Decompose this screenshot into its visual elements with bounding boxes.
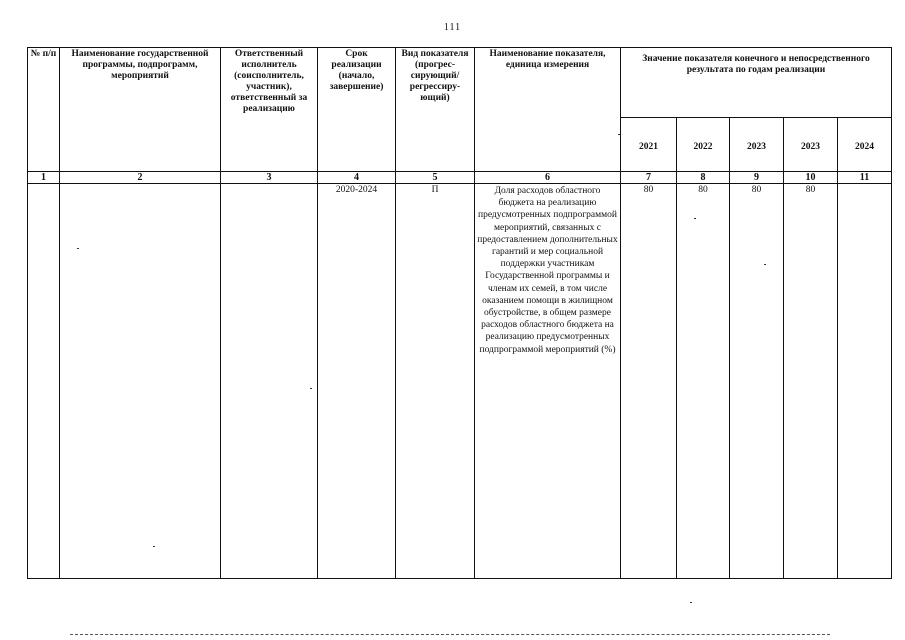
column-number: 7 xyxy=(621,172,677,184)
column-number: 5 xyxy=(396,172,475,184)
column-number: 4 xyxy=(318,172,396,184)
scan-speck xyxy=(77,248,79,249)
column-number: 11 xyxy=(838,172,892,184)
column-numbers-row xyxy=(28,172,892,184)
year-cell: 2023 xyxy=(730,118,784,172)
year-cell: 2024 xyxy=(838,118,892,172)
column-number: 9 xyxy=(730,172,784,184)
header-num: № п/п xyxy=(28,48,60,172)
row-indicator-type: П xyxy=(396,184,475,579)
column-number: 3 xyxy=(221,172,318,184)
scan-speck xyxy=(153,546,155,547)
row-value-2022: 80 xyxy=(677,184,730,579)
year-cell: 2023 xyxy=(784,118,838,172)
column-number: 8 xyxy=(677,172,730,184)
scan-speck xyxy=(310,388,312,389)
header-values-title: Значение показателя конечного и непосредственного результата по годам реализации xyxy=(621,48,892,118)
header-responsible: Ответственный исполнитель (соисполнитель, участник), ответственный за реализацию xyxy=(221,48,318,172)
row-value-2021: 80 xyxy=(621,184,677,579)
scan-edge-line xyxy=(70,634,830,636)
column-number: 10 xyxy=(784,172,838,184)
scan-speck xyxy=(764,264,766,265)
row-value-2023b: 80 xyxy=(784,184,838,579)
table-row xyxy=(28,184,892,579)
scan-speck xyxy=(690,602,692,603)
header-row xyxy=(28,48,892,118)
year-cell: 2022 xyxy=(677,118,730,172)
row-num xyxy=(28,184,60,579)
column-number: 1 xyxy=(28,172,60,184)
row-value-2023: 80 xyxy=(730,184,784,579)
header-indicator-type: Вид показателя (прогрес-сирующий/ регрессиру-ющий) xyxy=(396,48,475,172)
year-cell: 2021 xyxy=(621,118,677,172)
row-program xyxy=(60,184,221,579)
column-number: 6 xyxy=(475,172,621,184)
indicators-table xyxy=(27,47,892,579)
scan-speck xyxy=(618,134,620,135)
header-period: Срок реализации (начало, завершение) xyxy=(318,48,396,172)
header-indicator-name: Наименование показателя, единица измерения xyxy=(475,48,621,172)
scan-speck xyxy=(694,218,696,219)
row-value-2024 xyxy=(838,184,892,579)
column-number: 2 xyxy=(60,172,221,184)
page-number: 111 xyxy=(443,22,462,33)
header-program: Наименование государственной программы, подпрограмм, мероприятий xyxy=(60,48,221,172)
row-responsible xyxy=(221,184,318,579)
row-indicator-name: Доля расходов областного бюджета на реализацию предусмотренных подпрограммой мероприятий, связанных с предоставлением дополнительных гарантий и мер социальной поддержки участникам Государственной программы и членам их семей, в том числе оказанием помощи в жилищном обустройстве, в общем размере расходов областного бюджета на реализацию предусмотренных подпрограммой мероприятий (%) xyxy=(475,184,621,579)
row-period: 2020-2024 xyxy=(318,184,396,579)
